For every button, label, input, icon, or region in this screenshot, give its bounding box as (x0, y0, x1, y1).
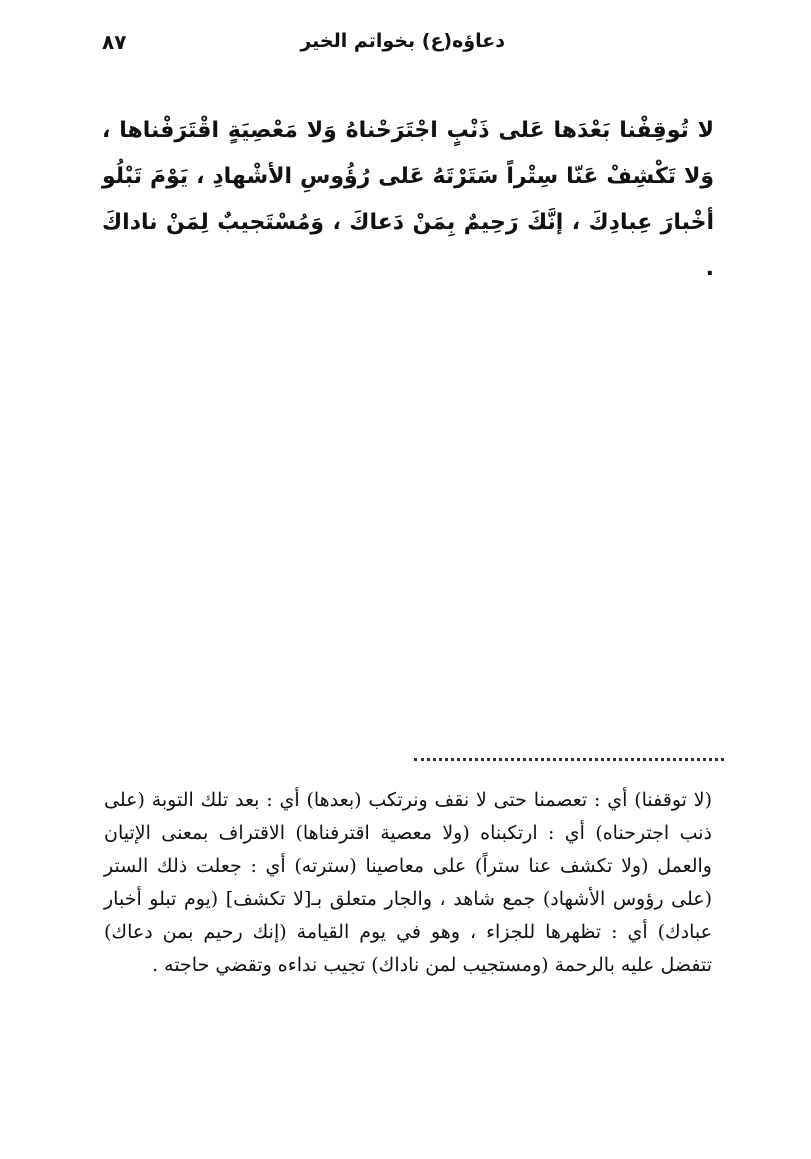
commentary-text: (لا توقفنا) أي : تعصمنا حتى لا نقف ونرتكب (بعدها) أي : بعد تلك التوبة (على ذنب اجترحناه) أي : ارتكبناه (ولا معصية اقترفناها) الاقتراف بمعنى الإتيان والعمل (ولا تكشف عنا ستراً) على معاصينا (سترته) أي : جعلت ذلك الستر (على رؤوس الأشهاد) جمع شاهد ، والجار متعلق بـ[لا تكشف] (يوم تبلو أخبار عبادك) أي : تظهرها للجزاء ، وهو في يوم القيامة (إنك رحيم بمن دعاك) تتفضل عليه بالرحمة (ومستجيب لمن ناداك) تجيب نداءه وتقضي حاجته . (104, 789, 712, 976)
page-header (102, 28, 715, 64)
running-title: دعاؤه(ع) بخواتم الخير (300, 30, 505, 52)
supplication-text: لا تُوقِفْنا بَعْدَها عَلى ذَنْبٍ اجْتَرَحْناهُ وَلا مَعْصِيَةٍ اقْتَرَفْناها ، وَلا تَكْشِفْ عَنّا سِتْراً سَتَرْتَهُ عَلى رُؤُوسِ الأشْهادِ ، يَوْمَ تَبْلُو أخْبارَ عِبادِكَ ، إنَّكَ رَحِيمٌ بِمَنْ دَعاكَ ، وَمُسْتَجيبٌ لِمَنْ ناداكَ . (102, 118, 714, 281)
page-number: ٨٧ (102, 30, 127, 54)
footnote-divider (414, 758, 724, 761)
